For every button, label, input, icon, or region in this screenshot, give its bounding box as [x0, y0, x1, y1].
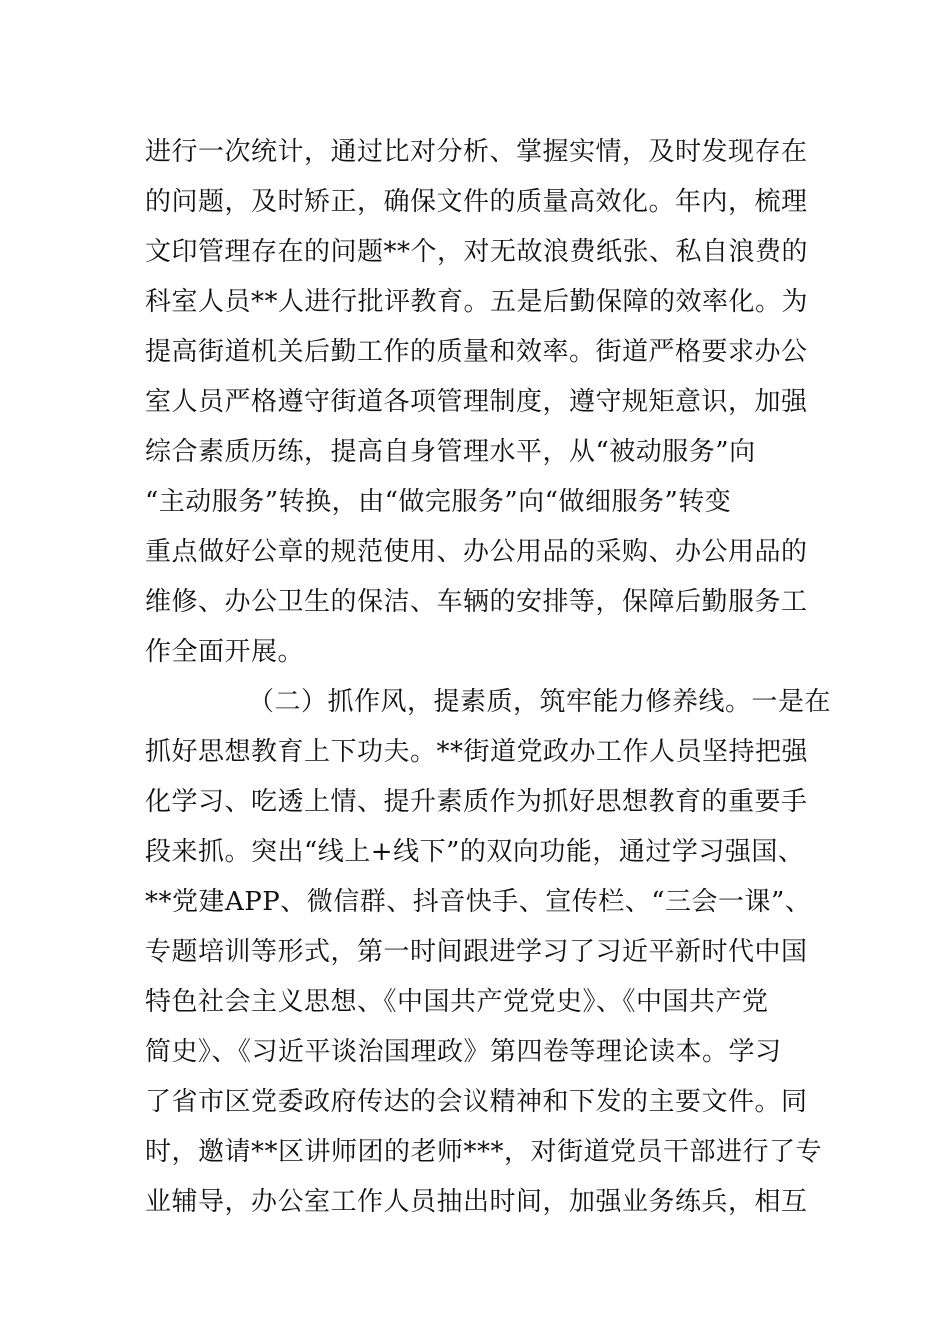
text-line: 作全面开展。 — [145, 637, 305, 667]
text-line: 综合素质历练，提高自身管理水平，从“被动服务”向 — [145, 437, 756, 467]
text-line: 的问题，及时矫正，确保文件的质量高效化。年内，梳理 — [145, 187, 808, 217]
text-line: 化学习、吃透上情、提升素质作为抓好思想教育的重要手 — [145, 787, 808, 817]
text-line: 时，邀请**区讲师团的老师***，对街道党员干部进行了专 — [145, 1137, 823, 1167]
text-line: 简史》、《习近平谈治国理政》第四卷等理论读本。学习 — [145, 1037, 782, 1067]
text-line: 业辅导，办公室工作人员抽出时间，加强业务练兵，相互 — [145, 1187, 808, 1217]
text-line: 了省市区党委政府传达的会议精神和下发的主要文件。同 — [145, 1087, 808, 1117]
text-line: 室人员严格遵守街道各项管理制度，遵守规矩意识，加强 — [145, 387, 808, 417]
text-line: 抓好思想教育上下功夫。**街道党政办工作人员坚持把强 — [145, 737, 809, 767]
text-line: 进行一次统计，通过比对分析、掌握实情，及时发现存在 — [145, 137, 808, 167]
text-line: 专题培训等形式，第一时间跟进学习了习近平新时代中国 — [145, 937, 808, 967]
text-line: 维修、办公卫生的保洁、车辆的安排等，保障后勤服务工 — [145, 587, 808, 617]
text-line: 提高街道机关后勤工作的质量和效率。街道严格要求办公 — [145, 337, 808, 367]
text-line: “主动服务”转换，由“做完服务”向“做细服务”转变 — [145, 487, 732, 517]
text-line: 文印管理存在的问题**个，对无故浪费纸张、私自浪费的 — [145, 237, 809, 267]
text-line: 段来抓。突出“线上+线下”的双向功能，通过学习强国、 — [145, 837, 805, 867]
text-line: 科室人员**人进行批评教育。五是后勤保障的效率化。为 — [145, 287, 809, 317]
paragraph-heading-line: （二）抓作风，提素质，筑牢能力修养线。一是在 — [248, 687, 832, 717]
text-line: **党建APP、微信群、抖音快手、宣传栏、“三会一课”、 — [145, 887, 812, 917]
text-line: 特色社会主义思想、《中国共产党党史》、《中国共产党 — [145, 987, 769, 1017]
text-line: 重点做好公章的规范使用、办公用品的采购、办公用品的 — [145, 537, 808, 567]
